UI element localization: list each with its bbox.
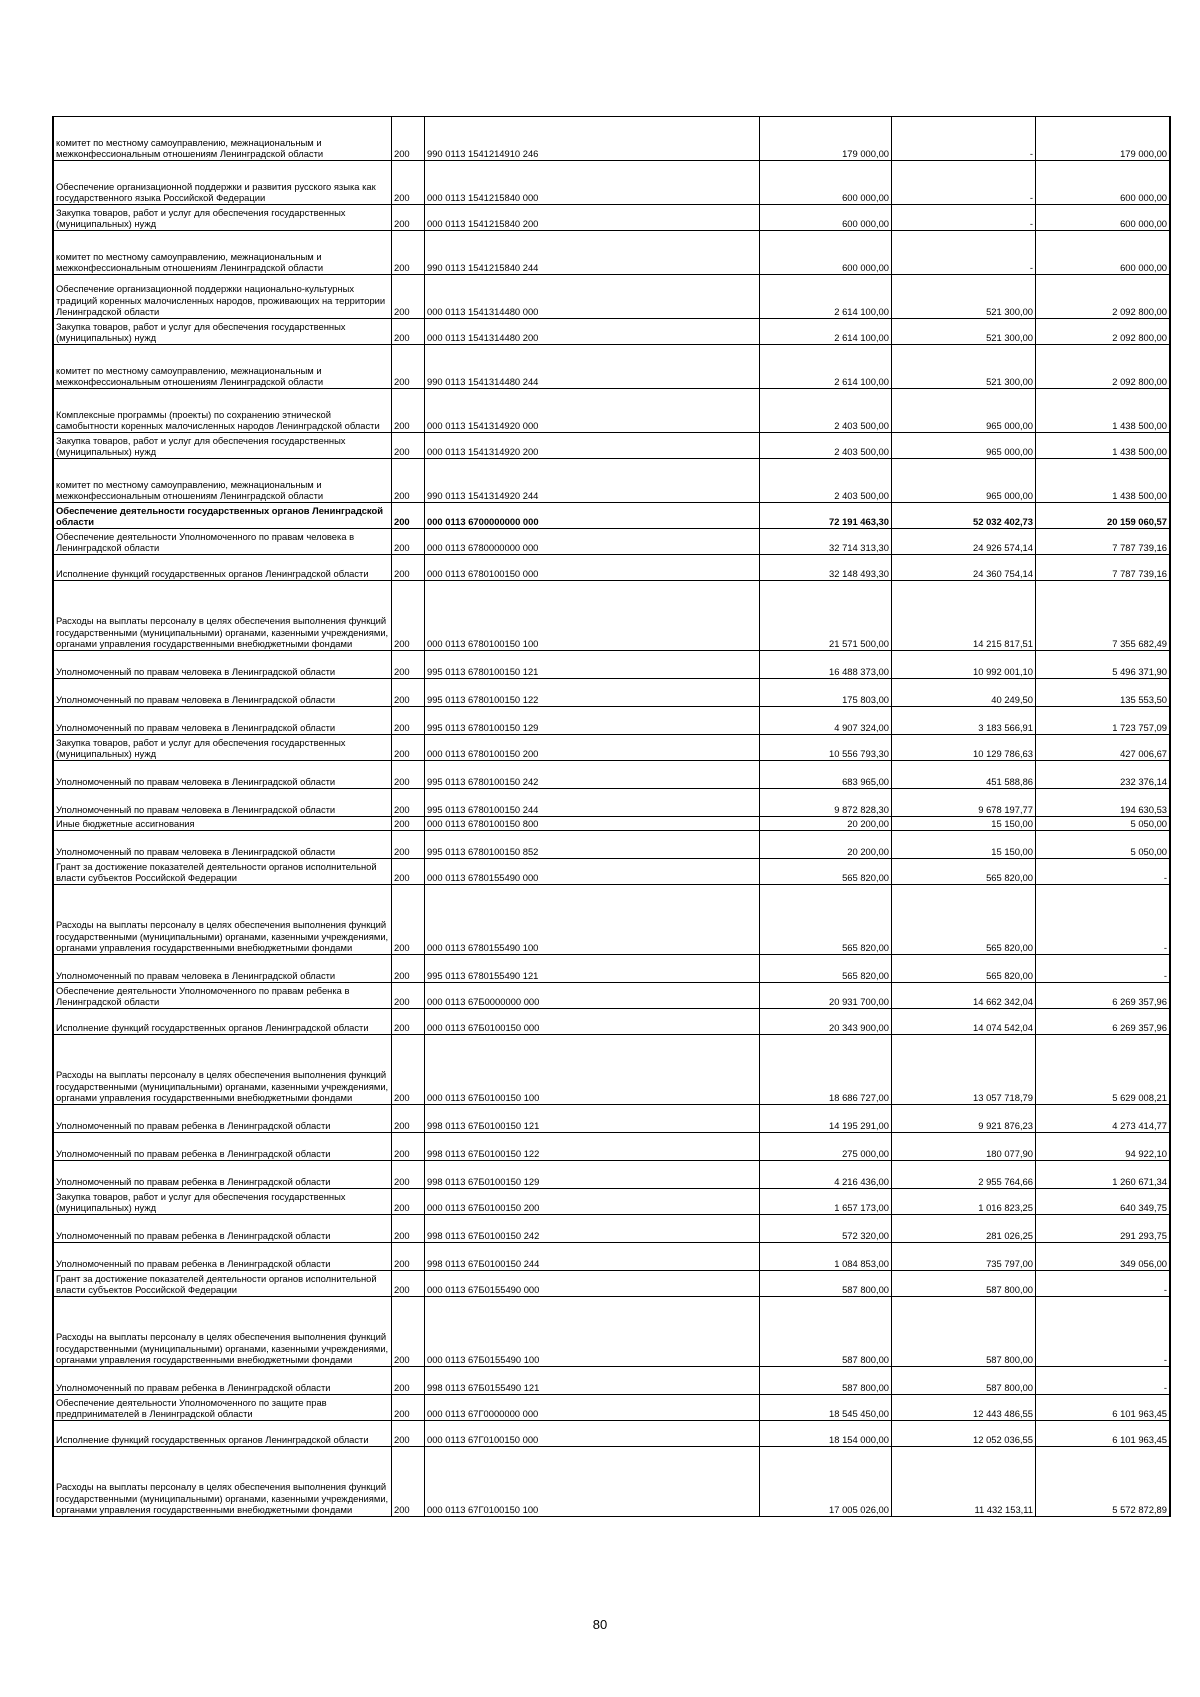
row-executed-amount: - xyxy=(892,161,1036,205)
row-executed-amount: 521 300,00 xyxy=(892,275,1036,319)
row-approved-amount: 16 488 373,00 xyxy=(760,651,892,679)
row-budget-code: 000 0113 1541314920 200 xyxy=(425,433,760,459)
row-approved-amount: 4 216 436,00 xyxy=(760,1161,892,1189)
row-approved-amount: 587 800,00 xyxy=(760,1271,892,1297)
row-executed-amount: 15 150,00 xyxy=(892,817,1036,831)
table-row xyxy=(53,459,1170,503)
row-name: Обеспечение деятельности государственных органов Ленинградской области xyxy=(53,503,392,529)
row-executed-amount: 587 800,00 xyxy=(892,1367,1036,1395)
row-budget-code: 998 0113 67Б0100150 244 xyxy=(425,1243,760,1271)
row-executed-amount: 1 016 823,25 xyxy=(892,1189,1036,1215)
row-unexecuted-amount: 600 000,00 xyxy=(1036,231,1171,275)
row-line-code: 200 xyxy=(392,1447,425,1517)
row-unexecuted-amount: - xyxy=(1036,859,1171,885)
row-name: Исполнение функций государственных органов Ленинградской области xyxy=(53,1009,392,1035)
row-line-code: 200 xyxy=(392,117,425,161)
row-budget-code: 998 0113 67Б0100150 121 xyxy=(425,1105,760,1133)
row-budget-code: 998 0113 67Б0100150 129 xyxy=(425,1161,760,1189)
row-budget-code: 000 0113 67Б0100150 000 xyxy=(425,1009,760,1035)
row-budget-code: 000 0113 67Г0100150 000 xyxy=(425,1421,760,1447)
row-executed-amount: 521 300,00 xyxy=(892,319,1036,345)
row-approved-amount: 20 931 700,00 xyxy=(760,983,892,1009)
row-executed-amount: 180 077,90 xyxy=(892,1133,1036,1161)
row-approved-amount: 2 614 100,00 xyxy=(760,275,892,319)
row-line-code: 200 xyxy=(392,1243,425,1271)
row-unexecuted-amount: 135 553,50 xyxy=(1036,679,1171,707)
row-executed-amount: - xyxy=(892,205,1036,231)
row-approved-amount: 179 000,00 xyxy=(760,117,892,161)
table-row xyxy=(53,859,1170,885)
row-name: Уполномоченный по правам человека в Ленинградской области xyxy=(53,789,392,817)
row-approved-amount: 2 403 500,00 xyxy=(760,459,892,503)
row-executed-amount: 2 955 764,66 xyxy=(892,1161,1036,1189)
row-line-code: 200 xyxy=(392,433,425,459)
row-executed-amount: 10 992 001,10 xyxy=(892,651,1036,679)
row-approved-amount: 572 320,00 xyxy=(760,1215,892,1243)
row-line-code: 200 xyxy=(392,529,425,555)
row-unexecuted-amount: 1 438 500,00 xyxy=(1036,459,1171,503)
row-unexecuted-amount: 7 355 682,49 xyxy=(1036,581,1171,651)
table-row xyxy=(53,117,1170,161)
row-budget-code: 000 0113 1541215840 200 xyxy=(425,205,760,231)
row-name: комитет по местному самоуправлению, межнациональным и межконфессиональным отношениям Ленинградской области xyxy=(53,345,392,389)
row-budget-code: 000 0113 67Б0155490 100 xyxy=(425,1297,760,1367)
row-name: Обеспечение деятельности Уполномоченного по правам ребенка в Ленинградской области xyxy=(53,983,392,1009)
row-name: Закупка товаров, работ и услуг для обеспечения государственных (муниципальных) нужд xyxy=(53,735,392,761)
row-approved-amount: 600 000,00 xyxy=(760,161,892,205)
table-row xyxy=(53,651,1170,679)
row-executed-amount: 12 052 036,55 xyxy=(892,1421,1036,1447)
row-name: Комплексные программы (проекты) по сохранению этнической самобытности коренных малочисленных народов Ленинградской области xyxy=(53,389,392,433)
row-approved-amount: 1 657 173,00 xyxy=(760,1189,892,1215)
row-executed-amount: 24 360 754,14 xyxy=(892,555,1036,581)
row-name: комитет по местному самоуправлению, межнациональным и межконфессиональным отношениям Ленинградской области xyxy=(53,459,392,503)
row-line-code: 200 xyxy=(392,319,425,345)
table-row xyxy=(53,529,1170,555)
row-line-code: 200 xyxy=(392,1215,425,1243)
row-executed-amount: 13 057 718,79 xyxy=(892,1035,1036,1105)
row-name: Закупка товаров, работ и услуг для обеспечения государственных (муниципальных) нужд xyxy=(53,319,392,345)
row-budget-code: 000 0113 6780155490 000 xyxy=(425,859,760,885)
row-executed-amount: 735 797,00 xyxy=(892,1243,1036,1271)
row-line-code: 200 xyxy=(392,205,425,231)
row-unexecuted-amount: 1 438 500,00 xyxy=(1036,389,1171,433)
table-row xyxy=(53,205,1170,231)
row-executed-amount: 14 074 542,04 xyxy=(892,1009,1036,1035)
row-line-code: 200 xyxy=(392,1297,425,1367)
table-row xyxy=(53,1161,1170,1189)
row-unexecuted-amount: 5 050,00 xyxy=(1036,817,1171,831)
row-approved-amount: 18 545 450,00 xyxy=(760,1395,892,1421)
row-approved-amount: 9 872 828,30 xyxy=(760,789,892,817)
row-budget-code: 995 0113 6780100150 129 xyxy=(425,707,760,735)
row-executed-amount: 11 432 153,11 xyxy=(892,1447,1036,1517)
row-executed-amount: 587 800,00 xyxy=(892,1297,1036,1367)
row-budget-code: 000 0113 1541215840 000 xyxy=(425,161,760,205)
row-approved-amount: 2 614 100,00 xyxy=(760,319,892,345)
table-row xyxy=(53,345,1170,389)
row-name: Расходы на выплаты персоналу в целях обеспечения выполнения функций государственными (муниципальными) органами, казенными учреждениями, органами управления государственными внебюджетными фондами xyxy=(53,885,392,955)
row-approved-amount: 587 800,00 xyxy=(760,1367,892,1395)
row-name: Уполномоченный по правам человека в Ленинградской области xyxy=(53,831,392,859)
row-line-code: 200 xyxy=(392,761,425,789)
row-budget-code: 000 0113 6780100150 800 xyxy=(425,817,760,831)
row-line-code: 200 xyxy=(392,1421,425,1447)
row-budget-code: 000 0113 1541314480 000 xyxy=(425,275,760,319)
row-executed-amount: 965 000,00 xyxy=(892,389,1036,433)
row-approved-amount: 14 195 291,00 xyxy=(760,1105,892,1133)
page-number: 80 xyxy=(592,1617,608,1632)
table-row xyxy=(53,503,1170,529)
row-name: Уполномоченный по правам ребенка в Ленинградской области xyxy=(53,1215,392,1243)
row-unexecuted-amount: 94 922,10 xyxy=(1036,1133,1171,1161)
row-executed-amount: 15 150,00 xyxy=(892,831,1036,859)
row-name: Обеспечение деятельности Уполномоченного по правам человека в Ленинградской области xyxy=(53,529,392,555)
row-line-code: 200 xyxy=(392,679,425,707)
row-name: Уполномоченный по правам ребенка в Ленинградской области xyxy=(53,1105,392,1133)
row-unexecuted-amount: 232 376,14 xyxy=(1036,761,1171,789)
row-unexecuted-amount: 6 101 963,45 xyxy=(1036,1421,1171,1447)
table-row xyxy=(53,161,1170,205)
row-line-code: 200 xyxy=(392,1105,425,1133)
row-approved-amount: 2 403 500,00 xyxy=(760,389,892,433)
row-line-code: 200 xyxy=(392,231,425,275)
row-executed-amount: 12 443 486,55 xyxy=(892,1395,1036,1421)
row-name: Уполномоченный по правам ребенка в Ленинградской области xyxy=(53,1133,392,1161)
row-unexecuted-amount: - xyxy=(1036,1297,1171,1367)
row-executed-amount: 9 678 197,77 xyxy=(892,789,1036,817)
row-line-code: 200 xyxy=(392,955,425,983)
row-line-code: 200 xyxy=(392,831,425,859)
row-approved-amount: 32 148 493,30 xyxy=(760,555,892,581)
row-budget-code: 000 0113 67Б0000000 000 xyxy=(425,983,760,1009)
row-approved-amount: 20 200,00 xyxy=(760,831,892,859)
row-name: Уполномоченный по правам человека в Ленинградской области xyxy=(53,679,392,707)
row-line-code: 200 xyxy=(392,345,425,389)
row-approved-amount: 1 084 853,00 xyxy=(760,1243,892,1271)
row-unexecuted-amount: 7 787 739,16 xyxy=(1036,555,1171,581)
table-row xyxy=(53,1009,1170,1035)
row-line-code: 200 xyxy=(392,735,425,761)
row-budget-code: 000 0113 67Б0155490 000 xyxy=(425,1271,760,1297)
row-budget-code: 000 0113 6780155490 100 xyxy=(425,885,760,955)
row-approved-amount: 10 556 793,30 xyxy=(760,735,892,761)
table-row xyxy=(53,581,1170,651)
row-budget-code: 995 0113 6780100150 121 xyxy=(425,651,760,679)
table-row xyxy=(53,1297,1170,1367)
row-executed-amount: - xyxy=(892,117,1036,161)
row-line-code: 200 xyxy=(392,555,425,581)
table-body xyxy=(53,117,1170,1517)
row-executed-amount: 281 026,25 xyxy=(892,1215,1036,1243)
table-row xyxy=(53,319,1170,345)
row-line-code: 200 xyxy=(392,789,425,817)
row-executed-amount: 3 183 566,91 xyxy=(892,707,1036,735)
row-unexecuted-amount: 20 159 060,57 xyxy=(1036,503,1171,529)
row-budget-code: 000 0113 67Г0000000 000 xyxy=(425,1395,760,1421)
row-unexecuted-amount: 6 269 357,96 xyxy=(1036,983,1171,1009)
row-line-code: 200 xyxy=(392,859,425,885)
row-approved-amount: 32 714 313,30 xyxy=(760,529,892,555)
row-budget-code: 998 0113 67Б0100150 242 xyxy=(425,1215,760,1243)
row-unexecuted-amount: 349 056,00 xyxy=(1036,1243,1171,1271)
row-budget-code: 000 0113 6780000000 000 xyxy=(425,529,760,555)
table-row xyxy=(53,735,1170,761)
row-line-code: 200 xyxy=(392,161,425,205)
row-unexecuted-amount: 2 092 800,00 xyxy=(1036,275,1171,319)
row-name: Закупка товаров, работ и услуг для обеспечения государственных (муниципальных) нужд xyxy=(53,1189,392,1215)
row-name: Обеспечение деятельности Уполномоченного по защите прав предпринимателей в Ленинградской области xyxy=(53,1395,392,1421)
row-name: Уполномоченный по правам человека в Ленинградской области xyxy=(53,955,392,983)
table-row xyxy=(53,1243,1170,1271)
table-row xyxy=(53,1105,1170,1133)
table-row xyxy=(53,1189,1170,1215)
row-approved-amount: 175 803,00 xyxy=(760,679,892,707)
row-budget-code: 998 0113 67Б0100150 122 xyxy=(425,1133,760,1161)
row-budget-code: 000 0113 6780100150 000 xyxy=(425,555,760,581)
row-name: Уполномоченный по правам человека в Ленинградской области xyxy=(53,761,392,789)
row-line-code: 200 xyxy=(392,1035,425,1105)
row-unexecuted-amount: 291 293,75 xyxy=(1036,1215,1171,1243)
row-unexecuted-amount: 2 092 800,00 xyxy=(1036,319,1171,345)
row-line-code: 200 xyxy=(392,1009,425,1035)
row-executed-amount: 14 215 817,51 xyxy=(892,581,1036,651)
row-executed-amount: 24 926 574,14 xyxy=(892,529,1036,555)
table-row xyxy=(53,679,1170,707)
row-executed-amount: 10 129 786,63 xyxy=(892,735,1036,761)
row-executed-amount: 565 820,00 xyxy=(892,859,1036,885)
table-row xyxy=(53,817,1170,831)
row-budget-code: 000 0113 1541314920 000 xyxy=(425,389,760,433)
row-executed-amount: 565 820,00 xyxy=(892,955,1036,983)
table-row xyxy=(53,983,1170,1009)
row-budget-code: 995 0113 6780155490 121 xyxy=(425,955,760,983)
row-unexecuted-amount: 7 787 739,16 xyxy=(1036,529,1171,555)
budget-execution-table xyxy=(52,116,1171,1517)
table-row xyxy=(53,1133,1170,1161)
row-line-code: 200 xyxy=(392,983,425,1009)
row-name: Иные бюджетные ассигнования xyxy=(53,817,392,831)
table-row xyxy=(53,555,1170,581)
row-approved-amount: 587 800,00 xyxy=(760,1297,892,1367)
row-unexecuted-amount: 600 000,00 xyxy=(1036,161,1171,205)
row-name: Уполномоченный по правам ребенка в Ленинградской области xyxy=(53,1367,392,1395)
row-name: Грант за достижение показателей деятельности органов исполнительной власти субъектов Российской Федерации xyxy=(53,1271,392,1297)
budget-sheet xyxy=(52,116,1167,1517)
row-approved-amount: 565 820,00 xyxy=(760,859,892,885)
row-approved-amount: 21 571 500,00 xyxy=(760,581,892,651)
row-executed-amount: 965 000,00 xyxy=(892,459,1036,503)
table-row xyxy=(53,761,1170,789)
row-name: Закупка товаров, работ и услуг для обеспечения государственных (муниципальных) нужд xyxy=(53,433,392,459)
row-budget-code: 990 0113 1541314480 244 xyxy=(425,345,760,389)
row-line-code: 200 xyxy=(392,581,425,651)
row-approved-amount: 565 820,00 xyxy=(760,885,892,955)
row-unexecuted-amount: 2 092 800,00 xyxy=(1036,345,1171,389)
row-line-code: 200 xyxy=(392,459,425,503)
row-name: Уполномоченный по правам человека в Ленинградской области xyxy=(53,651,392,679)
row-budget-code: 995 0113 6780100150 244 xyxy=(425,789,760,817)
row-executed-amount: 587 800,00 xyxy=(892,1271,1036,1297)
table-row xyxy=(53,707,1170,735)
table-row xyxy=(53,1367,1170,1395)
row-unexecuted-amount: 179 000,00 xyxy=(1036,117,1171,161)
row-name: комитет по местному самоуправлению, межнациональным и межконфессиональным отношениям Ленинградской области xyxy=(53,117,392,161)
row-line-code: 200 xyxy=(392,389,425,433)
row-budget-code: 995 0113 6780100150 852 xyxy=(425,831,760,859)
row-budget-code: 998 0113 67Б0155490 121 xyxy=(425,1367,760,1395)
row-executed-amount: 521 300,00 xyxy=(892,345,1036,389)
row-unexecuted-amount: 194 630,53 xyxy=(1036,789,1171,817)
row-unexecuted-amount: 5 572 872,89 xyxy=(1036,1447,1171,1517)
table-row xyxy=(53,1421,1170,1447)
table-row xyxy=(53,231,1170,275)
row-executed-amount: 14 662 342,04 xyxy=(892,983,1036,1009)
row-unexecuted-amount: 640 349,75 xyxy=(1036,1189,1171,1215)
row-budget-code: 990 0113 1541314920 244 xyxy=(425,459,760,503)
row-budget-code: 990 0113 1541214910 246 xyxy=(425,117,760,161)
row-unexecuted-amount: - xyxy=(1036,955,1171,983)
row-unexecuted-amount: - xyxy=(1036,1271,1171,1297)
row-line-code: 200 xyxy=(392,1395,425,1421)
row-name: Обеспечение организационной поддержки и развития русского языка как государственного языка Российской Федерации xyxy=(53,161,392,205)
row-approved-amount: 20 343 900,00 xyxy=(760,1009,892,1035)
row-name: Грант за достижение показателей деятельности органов исполнительной власти субъектов Российской Федерации xyxy=(53,859,392,885)
table-row xyxy=(53,789,1170,817)
row-name: Уполномоченный по правам ребенка в Ленинградской области xyxy=(53,1243,392,1271)
row-line-code: 200 xyxy=(392,1367,425,1395)
row-unexecuted-amount: 427 006,67 xyxy=(1036,735,1171,761)
row-line-code: 200 xyxy=(392,1271,425,1297)
table-row xyxy=(53,955,1170,983)
table-row xyxy=(53,1271,1170,1297)
row-line-code: 200 xyxy=(392,651,425,679)
row-executed-amount: 52 032 402,73 xyxy=(892,503,1036,529)
row-approved-amount: 2 614 100,00 xyxy=(760,345,892,389)
row-approved-amount: 600 000,00 xyxy=(760,205,892,231)
table-row xyxy=(53,1215,1170,1243)
row-budget-code: 000 0113 6780100150 200 xyxy=(425,735,760,761)
row-budget-code: 000 0113 67Г0100150 100 xyxy=(425,1447,760,1517)
row-executed-amount: 965 000,00 xyxy=(892,433,1036,459)
row-budget-code: 000 0113 1541314480 200 xyxy=(425,319,760,345)
table-row xyxy=(53,885,1170,955)
row-budget-code: 000 0113 6780100150 100 xyxy=(425,581,760,651)
row-unexecuted-amount: 5 496 371,90 xyxy=(1036,651,1171,679)
row-approved-amount: 600 000,00 xyxy=(760,231,892,275)
row-executed-amount: 9 921 876,23 xyxy=(892,1105,1036,1133)
row-approved-amount: 72 191 463,30 xyxy=(760,503,892,529)
row-name: Расходы на выплаты персоналу в целях обеспечения выполнения функций государственными (муниципальными) органами, казенными учреждениями, органами управления государственными внебюджетными фондами xyxy=(53,1297,392,1367)
table-row xyxy=(53,433,1170,459)
row-budget-code: 995 0113 6780100150 122 xyxy=(425,679,760,707)
row-approved-amount: 4 907 324,00 xyxy=(760,707,892,735)
row-name: комитет по местному самоуправлению, межнациональным и межконфессиональным отношениям Ленинградской области xyxy=(53,231,392,275)
row-line-code: 200 xyxy=(392,1189,425,1215)
table-row xyxy=(53,275,1170,319)
table-row xyxy=(53,1035,1170,1105)
row-executed-amount: 565 820,00 xyxy=(892,885,1036,955)
row-unexecuted-amount: 5 629 008,21 xyxy=(1036,1035,1171,1105)
row-unexecuted-amount: 4 273 414,77 xyxy=(1036,1105,1171,1133)
table-row xyxy=(53,389,1170,433)
row-line-code: 200 xyxy=(392,885,425,955)
row-budget-code: 990 0113 1541215840 244 xyxy=(425,231,760,275)
row-line-code: 200 xyxy=(392,707,425,735)
row-approved-amount: 683 965,00 xyxy=(760,761,892,789)
row-line-code: 200 xyxy=(392,503,425,529)
row-name: Исполнение функций государственных органов Ленинградской области xyxy=(53,555,392,581)
row-unexecuted-amount: 1 260 671,34 xyxy=(1036,1161,1171,1189)
row-approved-amount: 275 000,00 xyxy=(760,1133,892,1161)
table-row xyxy=(53,1447,1170,1517)
row-approved-amount: 18 686 727,00 xyxy=(760,1035,892,1105)
row-name: Расходы на выплаты персоналу в целях обеспечения выполнения функций государственными (муниципальными) органами, казенными учреждениями, органами управления государственными внебюджетными фондами xyxy=(53,581,392,651)
row-name: Закупка товаров, работ и услуг для обеспечения государственных (муниципальных) нужд xyxy=(53,205,392,231)
row-unexecuted-amount: 1 438 500,00 xyxy=(1036,433,1171,459)
row-name: Расходы на выплаты персоналу в целях обеспечения выполнения функций государственными (муниципальными) органами, казенными учреждениями, органами управления государственными внебюджетными фондами xyxy=(53,1035,392,1105)
row-approved-amount: 18 154 000,00 xyxy=(760,1421,892,1447)
row-name: Уполномоченный по правам человека в Ленинградской области xyxy=(53,707,392,735)
row-line-code: 200 xyxy=(392,275,425,319)
row-budget-code: 000 0113 67Б0100150 100 xyxy=(425,1035,760,1105)
row-budget-code: 000 0113 67Б0100150 200 xyxy=(425,1189,760,1215)
row-budget-code: 000 0113 6700000000 000 xyxy=(425,503,760,529)
row-name: Уполномоченный по правам ребенка в Ленинградской области xyxy=(53,1161,392,1189)
row-line-code: 200 xyxy=(392,1161,425,1189)
row-name: Исполнение функций государственных органов Ленинградской области xyxy=(53,1421,392,1447)
row-unexecuted-amount: - xyxy=(1036,885,1171,955)
table-row xyxy=(53,831,1170,859)
row-executed-amount: - xyxy=(892,231,1036,275)
row-name: Обеспечение организационной поддержки национально-культурных традиций коренных малочисленных народов, проживающих на территории Ленинградской области xyxy=(53,275,392,319)
row-unexecuted-amount: 6 269 357,96 xyxy=(1036,1009,1171,1035)
row-approved-amount: 20 200,00 xyxy=(760,817,892,831)
row-unexecuted-amount: 6 101 963,45 xyxy=(1036,1395,1171,1421)
row-unexecuted-amount: 5 050,00 xyxy=(1036,831,1171,859)
row-budget-code: 995 0113 6780100150 242 xyxy=(425,761,760,789)
row-name: Расходы на выплаты персоналу в целях обеспечения выполнения функций государственными (муниципальными) органами, казенными учреждениями, органами управления государственными внебюджетными фондами xyxy=(53,1447,392,1517)
row-executed-amount: 40 249,50 xyxy=(892,679,1036,707)
row-approved-amount: 17 005 026,00 xyxy=(760,1447,892,1517)
row-approved-amount: 565 820,00 xyxy=(760,955,892,983)
row-unexecuted-amount: 1 723 757,09 xyxy=(1036,707,1171,735)
table-row xyxy=(53,1395,1170,1421)
row-executed-amount: 451 588,86 xyxy=(892,761,1036,789)
row-line-code: 200 xyxy=(392,817,425,831)
row-line-code: 200 xyxy=(392,1133,425,1161)
row-approved-amount: 2 403 500,00 xyxy=(760,433,892,459)
row-unexecuted-amount: - xyxy=(1036,1367,1171,1395)
row-unexecuted-amount: 600 000,00 xyxy=(1036,205,1171,231)
